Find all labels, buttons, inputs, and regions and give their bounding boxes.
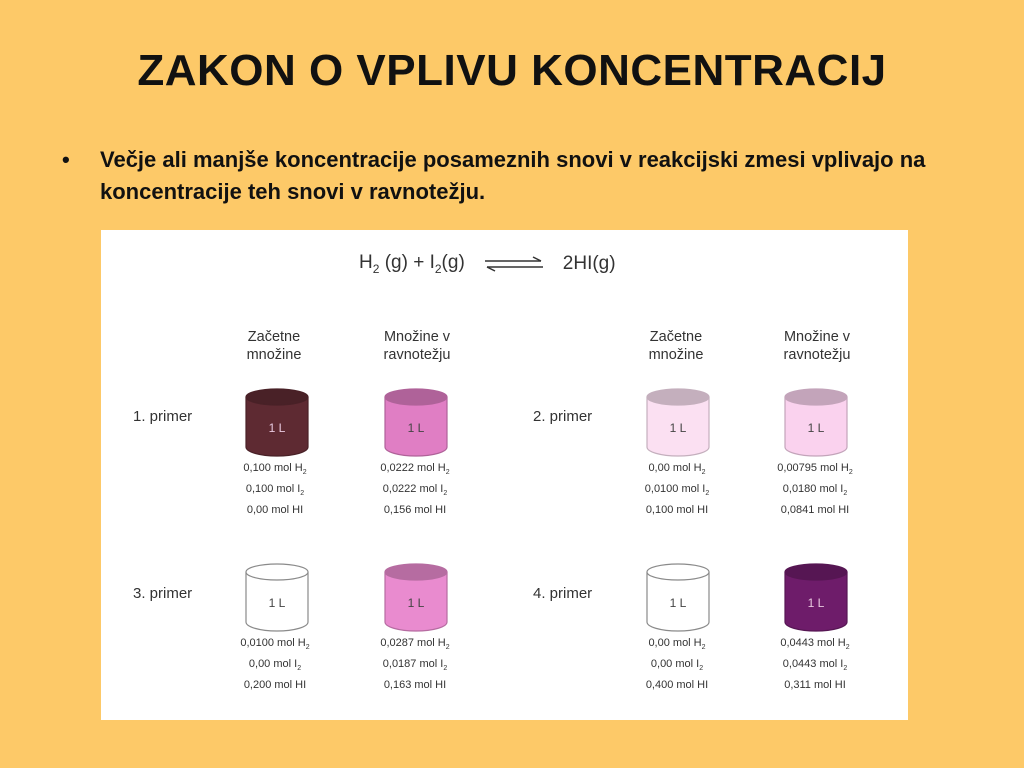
volume-label: 1 L xyxy=(268,421,286,435)
amount-i2: 0,0100 mol $I_2$ xyxy=(644,483,710,498)
amount-hi: 0,163 mol HI xyxy=(383,679,447,692)
equilibrium-flask-icon xyxy=(383,562,449,634)
initial-flask-icon xyxy=(645,562,711,634)
bullet-symbol: • xyxy=(62,147,70,172)
equilibrium-arrow-icon xyxy=(483,255,545,273)
header-equilibrium-right: Množine v ravnotežju xyxy=(783,329,851,363)
bullet-text: Večje ali manjše koncentracije posameznih snovi v reakcijski zmesi vplivajo na koncentracije teh snovi v ravnotežju. xyxy=(100,147,926,204)
amount-h2: 0,0222 mol $H_2$ xyxy=(380,462,450,477)
header-equilibrium-left: Množine v ravnotežju xyxy=(383,329,451,363)
initial-amounts xyxy=(622,460,732,518)
equation-product: 2HI(g) xyxy=(562,252,616,274)
amount-i2: 0,0187 mol $I_2$ xyxy=(382,658,448,673)
equilibrium-amounts xyxy=(760,635,870,693)
volume-label: 1 L xyxy=(268,596,286,610)
amount-h2: 0,0287 mol $H_2$ xyxy=(380,637,450,652)
example-label: 2. primer xyxy=(533,408,593,425)
amount-hi: 0,311 mol HI xyxy=(784,679,846,692)
reaction-equation xyxy=(359,252,616,276)
amount-i2: 0,0222 mol $I_2$ xyxy=(382,483,448,498)
amount-h2: 0,0100 mol $H_2$ xyxy=(240,637,310,652)
amount-i2: 0,0180 mol $I_2$ xyxy=(782,483,848,498)
header-initial-left: Začetne množine xyxy=(246,329,302,363)
equilibrium-flask-icon xyxy=(383,387,449,459)
volume-label: 1 L xyxy=(807,421,825,435)
equilibrium-amounts xyxy=(360,460,470,518)
amount-hi: 0,0841 mol HI xyxy=(780,504,850,517)
example-label: 1. primer xyxy=(133,408,193,425)
initial-flask-icon xyxy=(645,387,711,459)
equilibrium-figure xyxy=(101,230,908,720)
volume-label: 1 L xyxy=(807,596,825,610)
volume-label: 1 L xyxy=(407,596,425,610)
example-label: 3. primer xyxy=(133,585,193,602)
slide-title: ZAKON O VPLIVU KONCENTRACIJ xyxy=(137,46,887,95)
initial-amounts xyxy=(220,460,330,518)
amount-hi: 0,400 mol HI xyxy=(645,679,709,692)
amount-h2: 0,00 mol $H_2$ xyxy=(648,637,706,652)
equilibrium-amounts xyxy=(360,635,470,693)
example-label: 4. primer xyxy=(533,585,593,602)
initial-amounts xyxy=(220,635,330,693)
amount-hi: 0,156 mol HI xyxy=(383,504,447,517)
amount-i2: 0,00 mol $I_2$ xyxy=(248,658,302,673)
amount-i2: 0,100 mol $I_2$ xyxy=(245,483,305,498)
equation-reactants: $H_2$ $(g) + I_2(g)$ xyxy=(359,252,465,276)
amount-i2: 0,0443 mol $I_2$ xyxy=(782,658,848,673)
volume-label: 1 L xyxy=(407,421,425,435)
initial-flask-icon xyxy=(244,562,310,634)
initial-flask-icon xyxy=(244,387,310,459)
amount-hi: 0,100 mol HI xyxy=(645,504,709,517)
initial-amounts xyxy=(622,635,732,693)
volume-label: 1 L xyxy=(669,421,687,435)
amount-hi: 0,200 mol HI xyxy=(243,679,307,692)
amount-h2: 0,0443 mol $H_2$ xyxy=(780,637,850,652)
volume-label: 1 L xyxy=(669,596,687,610)
amount-h2: 0,100 mol $H_2$ xyxy=(243,462,307,477)
amount-hi: 0,00 mol HI xyxy=(246,504,304,517)
amount-h2: 0,00795 mol $H_2$ xyxy=(777,462,853,477)
equilibrium-amounts xyxy=(760,460,870,518)
equilibrium-flask-icon xyxy=(783,562,849,634)
equilibrium-flask-icon xyxy=(783,387,849,459)
amount-i2: 0,00 mol $I_2$ xyxy=(650,658,704,673)
header-initial-right: Začetne množine xyxy=(648,329,704,363)
amount-h2: 0,00 mol $H_2$ xyxy=(648,462,706,477)
